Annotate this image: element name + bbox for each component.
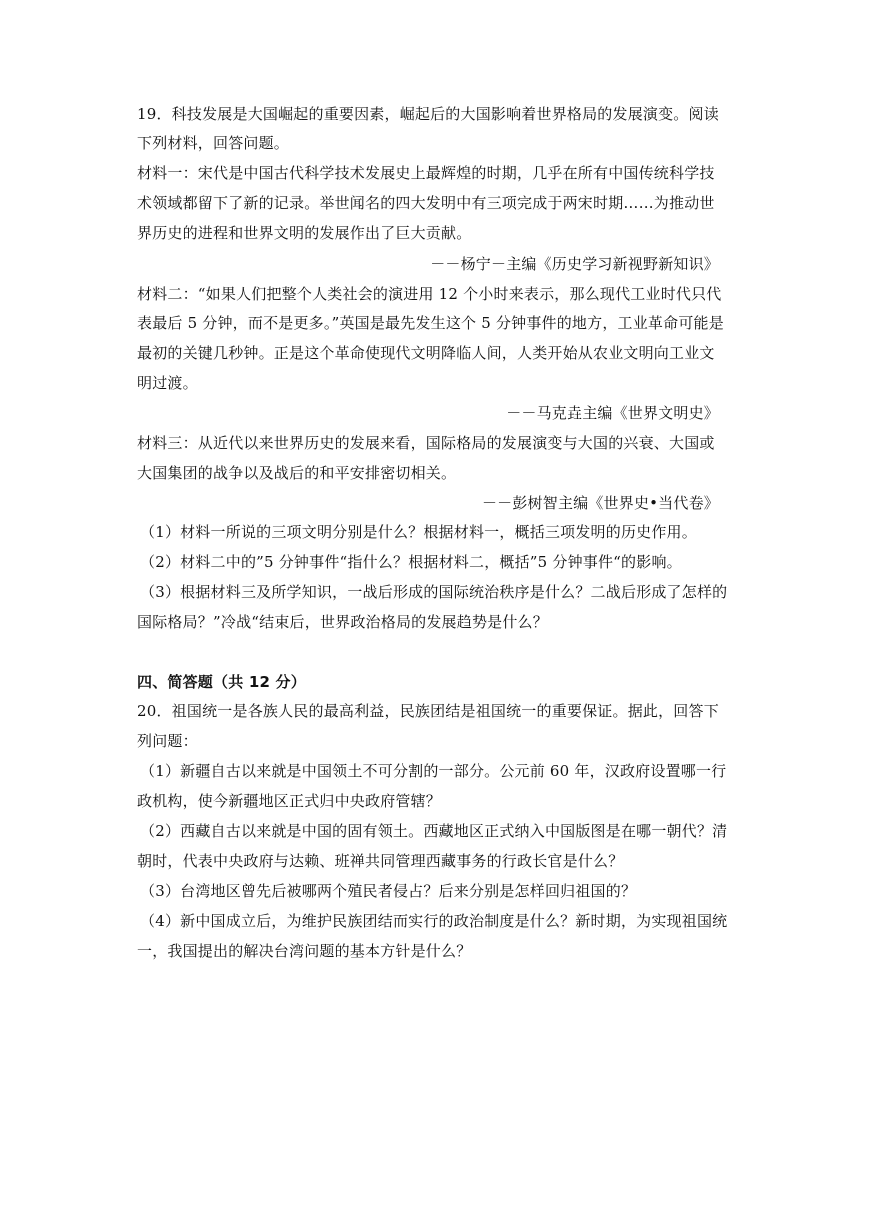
- q20-part-3: （3）台湾地区曾先后被哪两个殖民者侵占？后来分别是怎样回归祖国的？: [140, 882, 637, 900]
- q19-subquestion-3: （3）根据材料三及所学知识，一战后形成的国际统治秩序是什么？二战后形成了怎样的: [140, 583, 728, 601]
- material-1-line: 材料一：宋代是中国古代科学技术发展史上最辉煌的时期，几乎在所有中国传统科学技: [137, 164, 715, 182]
- q20-intro-line: 20．祖国统一是各族人民的最高利益，民族团结是祖国统一的重要保证。据此，回答下: [137, 702, 719, 720]
- q19-subquestion-2: （2）材料二中的”5 分钟事件“指什么？根据材料二，概括”5 分钟事件“的影响。: [140, 553, 682, 571]
- q20-part-2-cont: 朝时，代表中央政府与达赖、班禅共同管理西藏事务的行政长官是什么？: [137, 852, 624, 870]
- material-1-line: 界历史的进程和世界文明的发展作出了巨大贡献。: [137, 224, 472, 242]
- q20-part-1-cont: 政机构，使今新疆地区正式归中央政府管辖？: [137, 792, 442, 810]
- q20-part-4: （4）新中国成立后，为维护民族团结而实行的政治制度是什么？新时期，为实现祖国统: [140, 912, 728, 930]
- q20-part-2: （2）西藏自古以来就是中国的固有领土。西藏地区正式纳入中国版图是在哪一朝代？清: [140, 822, 728, 840]
- material-3-source: －－彭树智主编《世界史•当代卷》: [481, 494, 719, 512]
- material-3-line: 大国集团的战争以及战后的和平安排密切相关。: [137, 464, 457, 482]
- section-heading: 四、简答题（共 12 分）: [137, 673, 306, 691]
- q19-subquestion-3-cont: 国际格局？”冷战“结束后，世界政治格局的发展趋势是什么？: [137, 613, 548, 631]
- q20-part-4-cont: 一，我国提出的解决台湾问题的基本方针是什么？: [137, 942, 472, 960]
- q19-intro-line: 下列材料，回答问题。: [137, 134, 290, 152]
- q19-intro-line: 19．科技发展是大国崛起的重要因素，崛起后的大国影响着世界格局的发展演变。阅读: [137, 105, 719, 123]
- material-2-line: 明过渡。: [137, 374, 198, 392]
- material-2-source: －－马克垚主编《世界文明史》: [506, 404, 719, 422]
- material-2-line: 最初的关键几秒钟。正是这个革命使现代文明降临人间，人类开始从农业文明向工业文: [137, 344, 715, 362]
- material-2-line: 材料二：“如果人们把整个人类社会的演进用 12 个小时来表示，那么现代工业时代只代: [137, 285, 722, 303]
- q20-intro-line: 列问题：: [137, 732, 198, 750]
- material-1-source: －－杨宁－主编《历史学习新视野新知识》: [430, 255, 719, 273]
- material-3-line: 材料三：从近代以来世界历史的发展来看，国际格局的发展演变与大国的兴衰、大国或: [137, 434, 715, 452]
- q19-subquestion-1: （1）材料一所说的三项文明分别是什么？根据材料一，概括三项发明的历史作用。: [140, 523, 697, 541]
- q20-part-1: （1）新疆自古以来就是中国领土不可分割的一部分。公元前 60 年，汉政府设置哪一行: [140, 762, 727, 780]
- material-2-line: 表最后 5 分钟，而不是更多。”英国是最先发生这个 5 分钟事件的地方，工业革命可能是: [137, 314, 724, 332]
- material-1-line: 术领域都留下了新的记录。举世闻名的四大发明中有三项完成于两宋时期……为推动世: [137, 194, 715, 212]
